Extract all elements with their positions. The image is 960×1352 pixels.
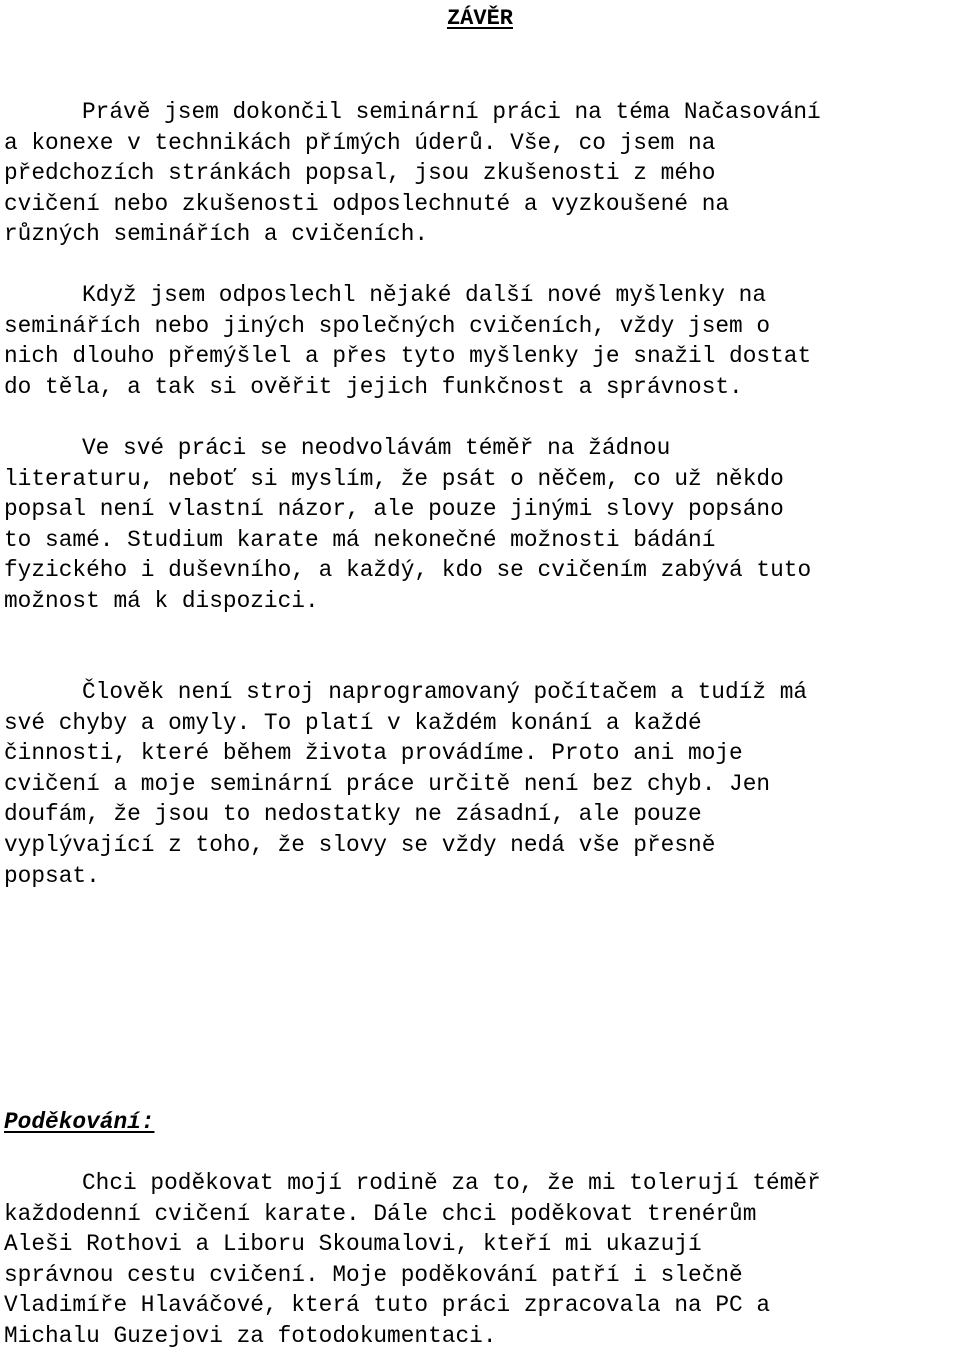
paragraph-line: Člověk není stroj naprogramovaný počítačem a tudíž má xyxy=(82,679,808,705)
paragraph-line: možnost má k dispozici. xyxy=(4,587,319,614)
paragraph-line: cvičení a moje seminární práce určitě není bez chyb. Jen xyxy=(4,770,771,797)
paragraph-line: vyplývající z toho, že slovy se vždy nedá vše přesně xyxy=(4,831,716,858)
paragraph-line: Právě jsem dokončil seminární práci na téma Načasování xyxy=(82,99,821,125)
paragraph-line: do těla, a tak si ověřit jejich funkčnost a správnost. xyxy=(4,373,743,400)
paragraph-line: literaturu, neboť si myslím, že psát o něčem, co už někdo xyxy=(4,465,784,492)
acknowledgements-heading: Poděkování: xyxy=(4,1109,155,1135)
paragraph-line: různých seminářích a cvičeních. xyxy=(4,221,429,248)
paragraph-line: Když jsem odposlechl nějaké další nové myšlenky na xyxy=(82,282,767,308)
paragraph-acknowledgements xyxy=(4,1168,960,1352)
paragraph-line: Vladimíře Hlaváčové, která tuto práci zpracovala na PC a xyxy=(4,1292,771,1319)
paragraph-line: Aleši Rothovi a Liboru Skoumalovi, kteří mi ukazují xyxy=(4,1231,702,1258)
paragraph-line: Chci poděkovat mojí rodině za to, že mi tolerují téměř xyxy=(82,1170,821,1196)
paragraph-line: nich dlouho přemýšlel a přes tyto myšlenky je snažil dostat xyxy=(4,343,812,370)
paragraph-conclusion-1 xyxy=(4,97,960,250)
paragraph-line: to samé. Studium karate má nekonečné možnosti bádání xyxy=(4,526,716,553)
paragraph-line: doufám, že jsou to nedostatky ne zásadní, ale pouze xyxy=(4,801,702,828)
paragraph-conclusion-3 xyxy=(4,433,960,617)
paragraph-line: fyzického i duševního, a každý, kdo se cvičením zabývá tuto xyxy=(4,557,812,584)
paragraph-line: a konexe v technikách přímých úderů. Vše, co jsem na xyxy=(4,129,716,156)
paragraph-line: činnosti, které během života provádíme. Proto ani moje xyxy=(4,740,743,767)
paragraph-line: správnou cestu cvičení. Moje poděkování patří i slečně xyxy=(4,1261,743,1288)
paragraph-line: popsat. xyxy=(4,862,100,889)
paragraph-line: cvičení nebo zkušenosti odposlechnuté a vyzkoušené na xyxy=(4,190,730,217)
paragraph-line: seminářích nebo jiných společných cvičeních, vždy jsem o xyxy=(4,312,771,339)
paragraph-conclusion-2 xyxy=(4,280,960,402)
paragraph-line: předchozích stránkách popsal, jsou zkušenosti z mého xyxy=(4,160,716,187)
paragraph-line: Ve své práci se neodvolávám téměř na žádnou xyxy=(82,435,671,461)
paragraph-conclusion-4 xyxy=(4,677,960,891)
paragraph-line: Michalu Guzejovi za fotodokumentaci. xyxy=(4,1322,497,1349)
paragraph-line: své chyby a omyly. To platí v každém konání a každé xyxy=(4,709,702,736)
paragraph-line: popsal není vlastní názor, ale pouze jinými slovy popsáno xyxy=(4,496,784,523)
paragraph-line: každodenní cvičení karate. Dále chci poděkovat trenérům xyxy=(4,1200,757,1227)
page-title: ZÁVĚR xyxy=(446,6,513,31)
